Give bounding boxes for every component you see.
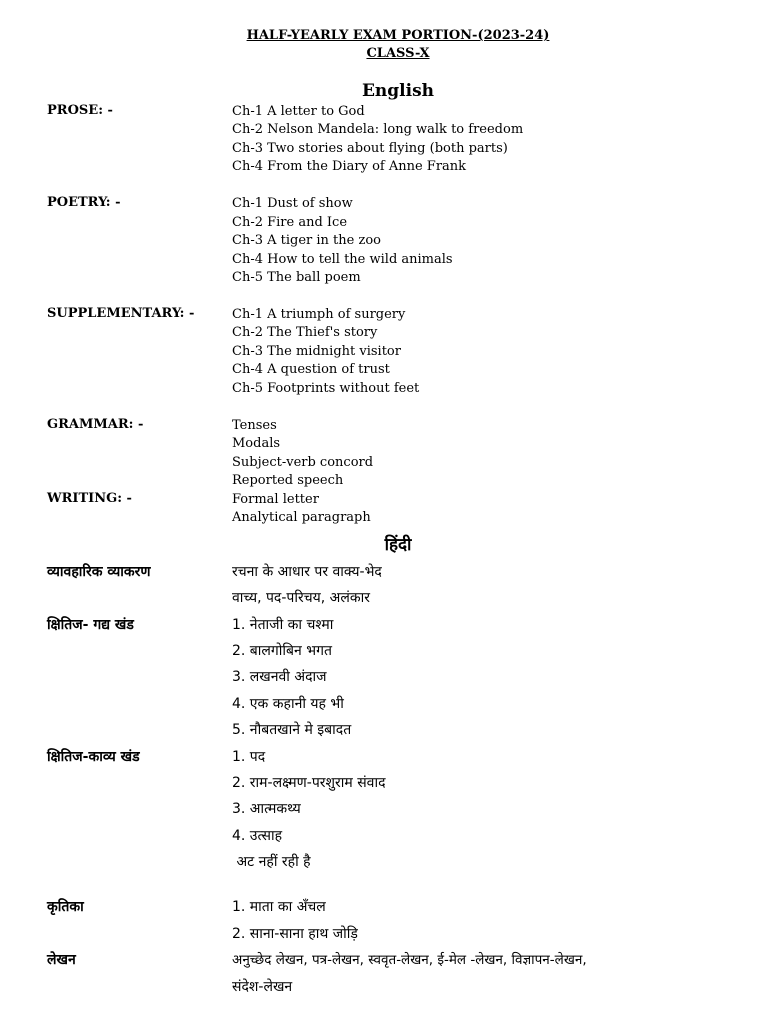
vyakaran-label: व्यावहारिक व्याकरण (47, 564, 151, 580)
class-title: CLASS-X (366, 46, 430, 61)
grammar-item: Subject-verb concord (232, 455, 374, 470)
lekhan-label: लेखन (47, 952, 76, 968)
grammar-item: Reported speech (232, 473, 344, 488)
supplementary-item: Ch-5 Footprints without feet (232, 381, 420, 396)
supplementary-item: Ch-3 The midnight visitor (232, 344, 401, 359)
poetry-item: Ch-1 Dust of show (232, 196, 353, 211)
grammar-item: Modals (232, 436, 281, 451)
prose-label: PROSE: - (47, 103, 113, 118)
document-title: HALF-YEARLY EXAM PORTION-(2023-24) (246, 28, 550, 43)
supplementary-label: SUPPLEMENTARY: - (47, 306, 195, 321)
writing-item: Formal letter (232, 492, 319, 507)
supplementary-item: Ch-4 A question of trust (232, 362, 390, 377)
prose-item: Ch-1 A letter to God (232, 104, 365, 119)
gadya-item: 5. नौबतखाने मे इबादत (232, 722, 352, 738)
prose-item: Ch-2 Nelson Mandela: long walk to freedom (232, 122, 524, 137)
kritika-item: 2. साना-साना हाथ जोड़ि (232, 926, 358, 942)
vyakaran-item: रचना के आधार पर वाक्य-भेद (232, 564, 382, 580)
kavya-label: क्षितिज-काव्य खंड (47, 749, 140, 765)
kritika-label: कृतिका (47, 899, 84, 915)
vyakaran-item: वाच्य, पद-परिचय, अलंकार (232, 590, 370, 606)
grammar-label: GRAMMAR: - (47, 417, 144, 432)
poetry-item: Ch-4 How to tell the wild animals (232, 252, 453, 267)
prose-item: Ch-3 Two stories about flying (both parts) (232, 141, 508, 156)
grammar-item: Tenses (232, 418, 277, 433)
kavya-item: 3. आत्मकथ्य (232, 801, 301, 817)
kritika-item: 1. माता का अँचल (232, 899, 326, 915)
kavya-item: 2. राम-लक्ष्मण-परशुराम संवाद (232, 775, 386, 791)
supplementary-item: Ch-1 A triumph of surgery (232, 307, 406, 322)
gadya-item: 4. एक कहानी यह भी (232, 696, 344, 712)
prose-item: Ch-4 From the Diary of Anne Frank (232, 159, 467, 174)
english-heading: English (361, 81, 435, 101)
gadya-item: 3. लखनवी अंदाज (232, 669, 327, 685)
poetry-item: Ch-2 Fire and Ice (232, 215, 348, 230)
gadya-label: क्षितिज- गद्य खंड (47, 617, 134, 633)
kavya-item: 1. पद (232, 749, 266, 765)
gadya-item: 2. बालगोबिन भगत (232, 643, 332, 659)
writing-label: WRITING: - (47, 491, 132, 506)
poetry-item: Ch-5 The ball poem (232, 270, 361, 285)
kavya-item: अट नहीं रही है (232, 854, 311, 870)
kavya-item: 4. उत्साह (232, 828, 283, 844)
writing-item: Analytical paragraph (232, 510, 371, 525)
hindi-heading: हिंदी (384, 535, 412, 555)
poetry-label: POETRY: - (47, 195, 121, 210)
gadya-item: 1. नेताजी का चश्मा (232, 617, 334, 633)
poetry-item: Ch-3 A tiger in the zoo (232, 233, 381, 248)
lekhan-item: संदेश-लेखन (232, 979, 293, 995)
lekhan-item: अनुच्छेद लेखन, पत्र-लेखन, स्ववृत-लेखन, ई-मेल -लेखन, विज्ञापन-लेखन, (232, 952, 587, 968)
supplementary-item: Ch-2 The Thief's story (232, 325, 378, 340)
